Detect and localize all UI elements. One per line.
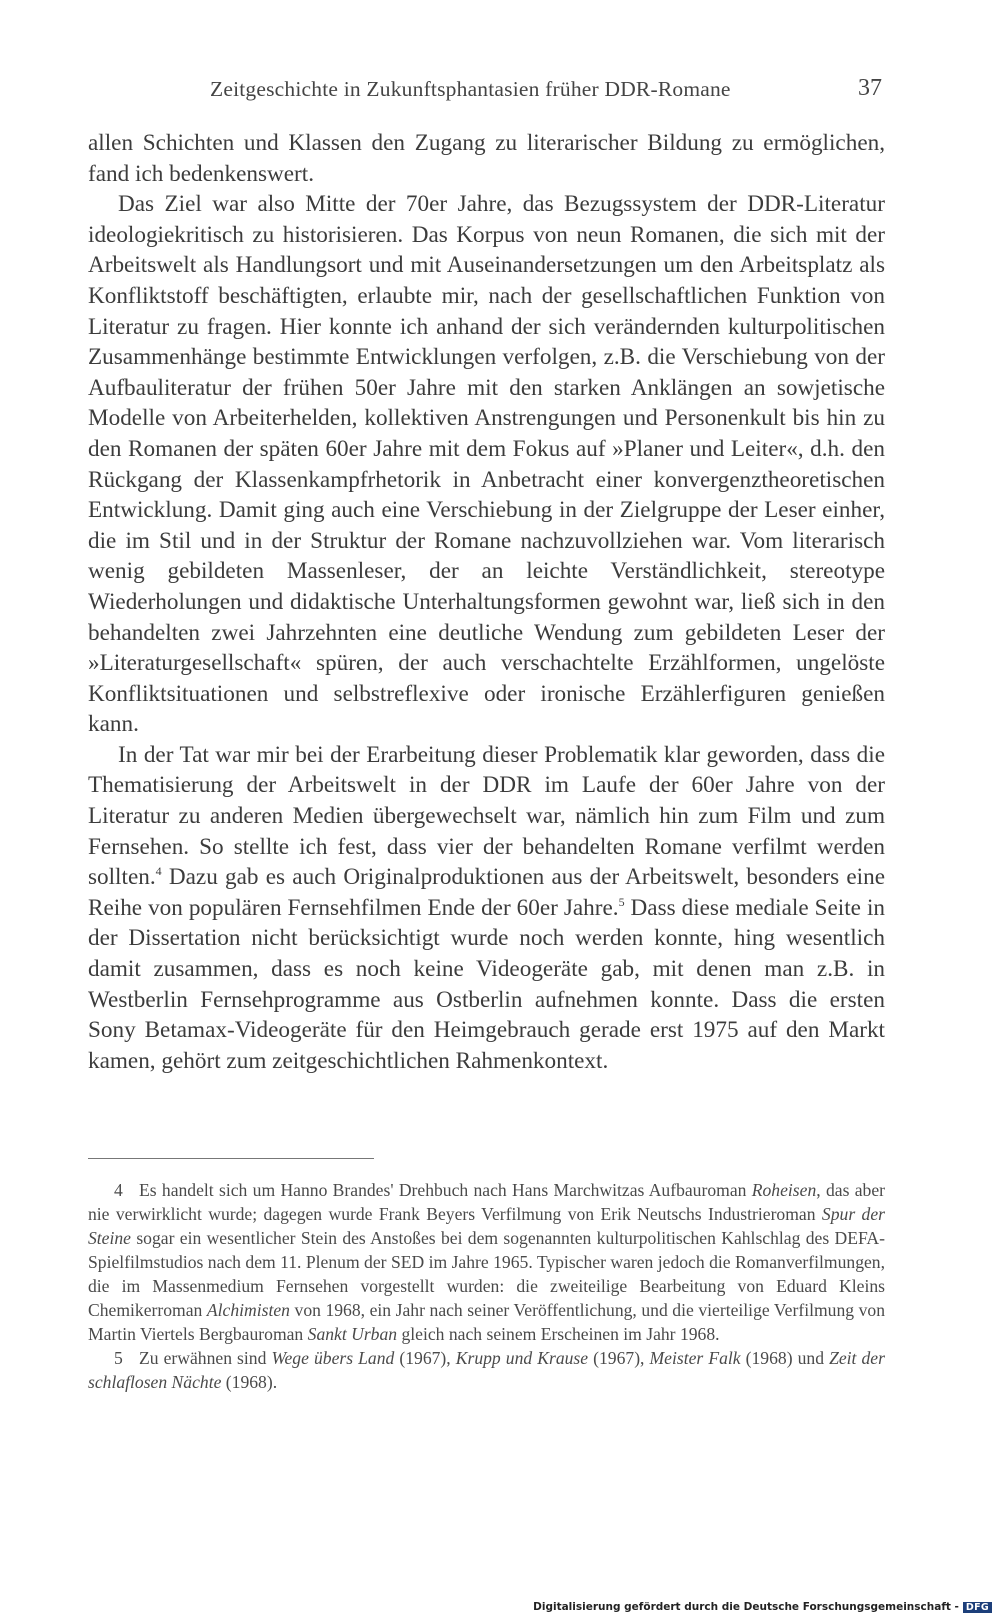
paragraph-2: Das Ziel war also Mitte der 70er Jahre, das Bezugssystem der DDR-Literatur ideologiekritisch zu historisieren. Das Korpus von neun Romanen, die sich mit der Arbeitswelt als Handlungsort und mit Auseinandersetzungen um den Arbeitsplatz als Konfliktstoff beschäftigten, erlaubte mir, nach der gesellschaftlichen Funktion von Literatur zu fragen. Hier konnte ich anhand der sich verändernden kulturpolitischen Zusammenhänge bestimmte Entwicklungen verfolgen, z.B. die Verschiebung von der Aufbauliteratur der frühen 50er Jahre mit den starken Anklängen an sowjetische Modelle von Arbeiterhelden, kollektiven Anstrengungen und Personenkult bis hin zu den Romanen der späten 60er Jahre mit dem Fokus auf »Planer und Leiter«, d.h. den Rückgang der Klassenkampfrhetorik in Anbetracht einer konvergenztheoretischen Entwicklung. Damit ging auch eine Verschiebung in der Zielgruppe der Leser einher, die im Stil und in der Struktur der Romane nachzuvollziehen war. Vom literarisch wenig gebildeten Massenleser, der an leichte Verständlichkeit, stereotype Wiederholungen und didaktische Unterhaltungsformen gewohnt war, ließ sich in den behandelten zwei Jahrzehnten eine deutliche Wendung zum gebildeten Leser der »Literaturgesellschaft« spüren, der auch verschachtelte Erzählformen, ungelöste Konfliktsituationen und selbstreflexive oder ironische Erzählerfiguren genießen kann. [88,191,885,738]
paragraph-3-part-a: In der Tat war mir bei der Erarbeitung dieser Problematik klar geworden, dass die Thematisierung der Arbeitswelt in der DDR im Laufe der 60er Jahre von der Literatur zu anderen Medien übergewechselt war, nämlich hin zum Film und zum Fernsehen. So stellte ich fest, dass vier der behandelten Romane verfilmt werden sollten. [88,741,885,891]
footnote-title: Spur der Steine [88,1204,885,1248]
footnote-title: Sankt Urban [307,1324,398,1344]
footnote-divider [88,1158,374,1159]
footnote-title: Krupp und Krause [455,1348,589,1368]
running-head [87,77,885,107]
footnote-ref-4[interactable]: 4 [155,864,162,879]
digitization-note [533,1601,992,1613]
footnote-text: (1968) und [740,1348,830,1368]
paragraph-3-part-c: Dass diese mediale Seite in der Dissertation nicht berücksichtigt wurde noch werden konnte, hing wesentlich damit zusammen, dass es noch keine Videogeräte gab, mit denen man z.B. in Westberlin Fernsehprogramme aus Ostberlin aufnehmen konnte. Dass die ersten Sony Betamax-Videogeräte für den Heimgebrauch gerade erst 1975 auf den Markt kamen, gehört zum zeitgeschichtlichen Rahmenkontext. [88,894,885,1074]
running-title: Zeitgeschichte in Zukunftsphantasien früher DDR-Romane [210,77,731,101]
footnote-title: Zeit der schlaflosen Nächte [88,1348,885,1392]
footnote-title: Alchimisten [206,1300,290,1320]
paragraph-3-part-b: Dazu gab es auch Originalproduktionen aus der Arbeitswelt, besonders eine Reihe von populären Fernsehfilmen Ende der 60er Jahre. [88,864,885,921]
footnote-number: 4 [114,1180,123,1200]
footnote-title: Wege übers Land [271,1348,395,1368]
dfg-logo: DFG [963,1602,992,1613]
footnote-text: (1968). [221,1372,278,1392]
footnote-text: von 1968, ein Jahr nach seiner Veröffentlichung, und die vierteilige Verfilmung von Martin Viertels Bergbauroman [88,1300,885,1344]
footnote-text: , das aber nie verwirklicht wurde; dagegen wurde Frank Beyers Verfilmung von Erik Neutschs Industrieroman [88,1180,886,1224]
body-text [88,128,885,1076]
digitization-note-text: Digitalisierung gefördert durch die Deutsche Forschungsgemeinschaft - [533,1601,959,1613]
footnote-text: sogar ein wesentlicher Stein des Anstoßes bei dem sogenannten kulturpolitischen Kahlschlag des DEFA-Spielfilmstudios nach dem 11. Plenum der SED im Jahre 1965. Typischer waren jedoch die Romanverfilmungen, die im Massenmedium Fernsehen vorgestellt wurden: die zweiteilige Bearbeitung von Eduard Kleins Chemikerroman [88,1228,885,1320]
footnote-number: 5 [114,1348,123,1368]
page-number: 37 [858,75,882,101]
paragraph-1: allen Schichten und Klassen den Zugang zu literarischer Bildung zu ermöglichen, fand ich bedenkenswert. [88,130,885,187]
footnote-text: (1967), [588,1348,650,1368]
footnotes [88,1178,885,1394]
footnote-ref-5[interactable]: 5 [618,894,625,909]
footnote-text: Es handelt sich um Hanno Brandes' Drehbuch nach Hans Marchwitzas Aufbauroman [139,1180,752,1200]
footnote-4 [88,1178,885,1346]
footnote-text: gleich nach seinem Erscheinen im Jahr 1968. [397,1324,720,1344]
footnote-title: Meister Falk [649,1348,741,1368]
footnote-5 [88,1346,885,1394]
footnote-title: Roheisen [751,1180,817,1200]
footnote-text: (1967), [394,1348,456,1368]
paragraph-3 [88,740,885,1077]
footnote-text: Zu erwähnen sind [139,1348,272,1368]
